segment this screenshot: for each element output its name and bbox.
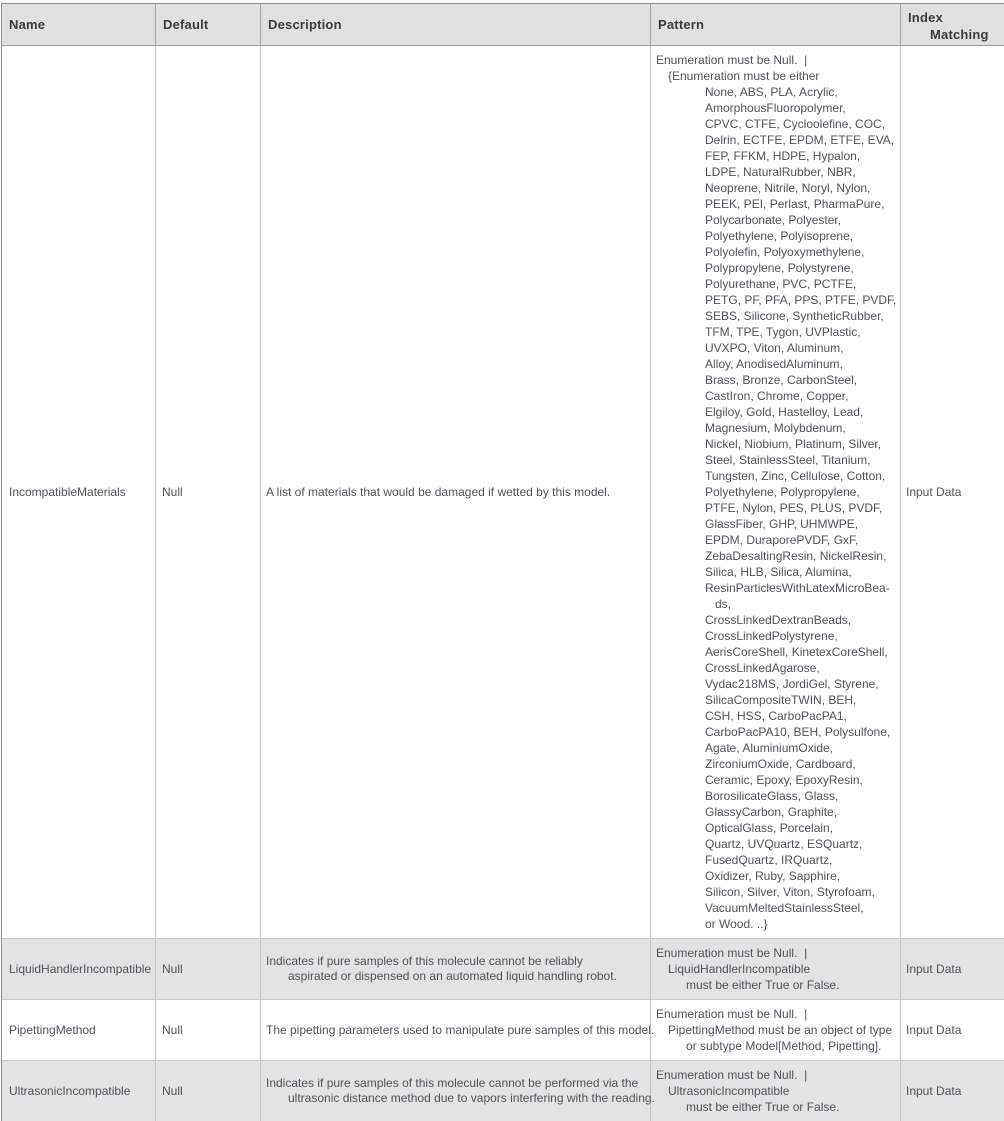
pattern-line: TFM, TPE, Tygon, UVPlastic, [705, 325, 861, 339]
pattern-line: or subtype Model[Method, Pipetting]. [686, 1039, 882, 1053]
pattern-line: Oxidizer, Ruby, Sapphire, [705, 869, 841, 883]
default-value: Null [162, 1023, 183, 1037]
column-header-pattern-label: Pattern [658, 17, 705, 32]
description-cell [261, 939, 651, 999]
column-header-description-label: Description [268, 17, 342, 32]
pattern-line: Elgiloy, Gold, Hastelloy, Lead, [705, 405, 864, 419]
pattern-line: Neoprene, Nitrile, Noryl, Nylon, [705, 181, 871, 195]
column-header-default [156, 4, 261, 45]
default-cell [156, 1061, 261, 1121]
pattern-line: Silica, HLB, Silica, Alumina, [705, 565, 852, 579]
column-header-index-line2: Matching [930, 27, 989, 42]
default-cell [156, 1000, 261, 1060]
pattern-line: ZebaDesaltingResin, NickelResin, [705, 549, 887, 563]
table-header-row [2, 4, 1004, 46]
pattern-line: or Wood. ..} [705, 917, 768, 931]
pattern-line: LDPE, NaturalRubber, NBR, [705, 165, 856, 179]
pattern-line: Tungsten, Zinc, Cellulose, Cotton, [705, 469, 886, 483]
pattern-line: {Enumeration must be either [668, 69, 820, 83]
name-cell [2, 1000, 156, 1060]
pattern-line: OpticalGlass, Porcelain, [705, 821, 834, 835]
column-header-index-line1: Index [908, 10, 943, 25]
table-row [2, 1000, 1004, 1061]
description-line: aspirated or dispensed on an automated liquid handling robot. [288, 969, 617, 983]
pattern-line: must be either True or False. [686, 978, 840, 992]
pattern-line: AerisCoreShell, KinetexCoreShell, [705, 645, 888, 659]
column-header-index-matching [901, 4, 1004, 45]
description-cell [261, 1061, 655, 1121]
pattern-line: ds, [715, 597, 732, 611]
column-header-name-label: Name [9, 17, 46, 32]
pattern-line: CPVC, CTFE, Cycloolefine, COC, [705, 117, 886, 131]
pattern-line: VacuumMeltedStainlessSteel, [705, 901, 864, 915]
pattern-line: None, ABS, PLA, Acrylic, [705, 85, 838, 99]
description-line: ultrasonic distance method due to vapors interfering with the reading. [288, 1091, 655, 1105]
pattern-line: CrossLinkedAgarose, [705, 661, 820, 675]
pattern-line: Enumeration must be Null. | [656, 946, 808, 960]
pattern-line: SilicaCompositeTWIN, BEH, [705, 693, 857, 707]
fields-table [1, 3, 1004, 1121]
pattern-line: CrossLinkedDextranBeads, [705, 613, 852, 627]
pattern-line: Vydac218MS, JordiGel, Styrene, [705, 677, 879, 691]
pattern-line: Enumeration must be Null. | [656, 1007, 808, 1021]
pattern-line: PTFE, Nylon, PES, PLUS, PVDF, [705, 501, 883, 515]
description-cell [261, 1000, 655, 1060]
index-matching-value: Input Data [906, 485, 962, 499]
pattern-line: must be either True or False. [686, 1100, 840, 1114]
pattern-line: AmorphousFluoropolymer, [705, 101, 846, 115]
pattern-line: FEP, FFKM, HDPE, Hypalon, [705, 149, 861, 163]
pattern-cell [651, 1000, 901, 1060]
pattern-line: Polycarbonate, Polyester, [705, 213, 842, 227]
index-matching-value: Input Data [906, 1023, 962, 1037]
pattern-line: UVXPO, Viton, Aluminum, [705, 341, 844, 355]
pattern-line: Brass, Bronze, CarbonSteel, [705, 373, 858, 387]
table-row [2, 939, 1004, 1000]
name-cell [2, 1061, 156, 1121]
index-matching-cell [901, 1000, 1004, 1060]
column-header-name [2, 4, 156, 45]
pattern-line: CrossLinkedPolystyrene, [705, 629, 838, 643]
default-value: Null [162, 485, 183, 499]
default-cell [156, 939, 261, 999]
name-cell [2, 46, 156, 938]
field-name: PipettingMethod [9, 1023, 96, 1037]
index-matching-cell [901, 939, 1004, 999]
pattern-line: Polyurethane, PVC, PCTFE, [705, 277, 857, 291]
field-name: LiquidHandlerIncompatible [9, 962, 152, 976]
index-matching-value: Input Data [906, 962, 962, 976]
field-name: IncompatibleMaterials [9, 485, 126, 499]
default-value: Null [162, 1084, 183, 1098]
pattern-line: CarboPacPA10, BEH, Polysulfone, [705, 725, 891, 739]
pattern-line: EPDM, DuraporePVDF, GxF, [705, 533, 859, 547]
pattern-line: PETG, PF, PFA, PPS, PTFE, PVDF, [705, 293, 897, 307]
pattern-line: Magnesium, Molybdenum, [705, 421, 846, 435]
pattern-cell [651, 939, 901, 999]
index-matching-value: Input Data [906, 1084, 962, 1098]
pattern-line: Polypropylene, Polystyrene, [705, 261, 854, 275]
pattern-line: Quartz, UVQuartz, ESQuartz, [705, 837, 863, 851]
description-cell [261, 46, 651, 938]
pattern-cell [651, 1061, 901, 1121]
pattern-line: Polyethylene, Polyisoprene, [705, 229, 854, 243]
pattern-line: SEBS, Silicone, SyntheticRubber, [705, 309, 884, 323]
default-cell [156, 46, 261, 938]
table-row [2, 46, 1004, 939]
column-header-description [261, 4, 651, 45]
pattern-line: FusedQuartz, IRQuartz, [705, 853, 833, 867]
table-row [2, 1061, 1004, 1121]
pattern-line: Enumeration must be Null. | [656, 53, 808, 67]
description-line: Indicates if pure samples of this molecule cannot be reliably [266, 954, 583, 968]
pattern-line: ZirconiumOxide, Cardboard, [705, 757, 856, 771]
pattern-line: Polyethylene, Polypropylene, [705, 485, 860, 499]
pattern-line: CSH, HSS, CarboPacPA1, [705, 709, 847, 723]
field-name: UltrasonicIncompatible [9, 1084, 131, 1098]
pattern-line: CastIron, Chrome, Copper, [705, 389, 849, 403]
pattern-line: UltrasonicIncompatible [668, 1084, 790, 1098]
pattern-line: PipettingMethod must be an object of type [668, 1023, 893, 1037]
name-cell [2, 939, 156, 999]
pattern-line: Enumeration must be Null. | [656, 1068, 808, 1082]
pattern-line: PEEK, PEI, Perlast, PharmaPure, [705, 197, 885, 211]
table-body [2, 46, 1004, 1121]
index-matching-cell [901, 1061, 1004, 1121]
pattern-line: Polyolefin, Polyoxymethylene, [705, 245, 865, 259]
column-header-default-label: Default [163, 17, 209, 32]
pattern-line: Steel, StainlessSteel, Titanium, [705, 453, 871, 467]
pattern-line: Ceramic, Epoxy, EpoxyResin, [705, 773, 863, 787]
column-header-pattern [651, 4, 901, 45]
pattern-line: GlassyCarbon, Graphite, [705, 805, 838, 819]
pattern-line: Nickel, Niobium, Platinum, Silver, [705, 437, 882, 451]
description-line: A list of materials that would be damaged if wetted by this model. [266, 484, 611, 499]
pattern-line: Alloy, AnodisedAluminum, [705, 357, 843, 371]
pattern-line: Agate, AluminiumOxide, [705, 741, 834, 755]
default-value: Null [162, 962, 183, 976]
description-line: Indicates if pure samples of this molecule cannot be performed via the [266, 1076, 639, 1090]
pattern-line: BorosilicateGlass, Glass, [705, 789, 839, 803]
pattern-line: LiquidHandlerIncompatible [668, 962, 811, 976]
pattern-line: Delrin, ECTFE, EPDM, ETFE, EVA, [705, 133, 895, 147]
pattern-line: GlassFiber, GHP, UHMWPE, [705, 517, 859, 531]
pattern-line: Silicon, Silver, Viton, Styrofoam, [705, 885, 875, 899]
description-line: The pipetting parameters used to manipulate pure samples of this model. [266, 1022, 655, 1037]
pattern-cell [651, 46, 901, 938]
pattern-line: ResinParticlesWithLatexMicroBea- [705, 581, 890, 595]
index-matching-cell [901, 46, 1004, 938]
